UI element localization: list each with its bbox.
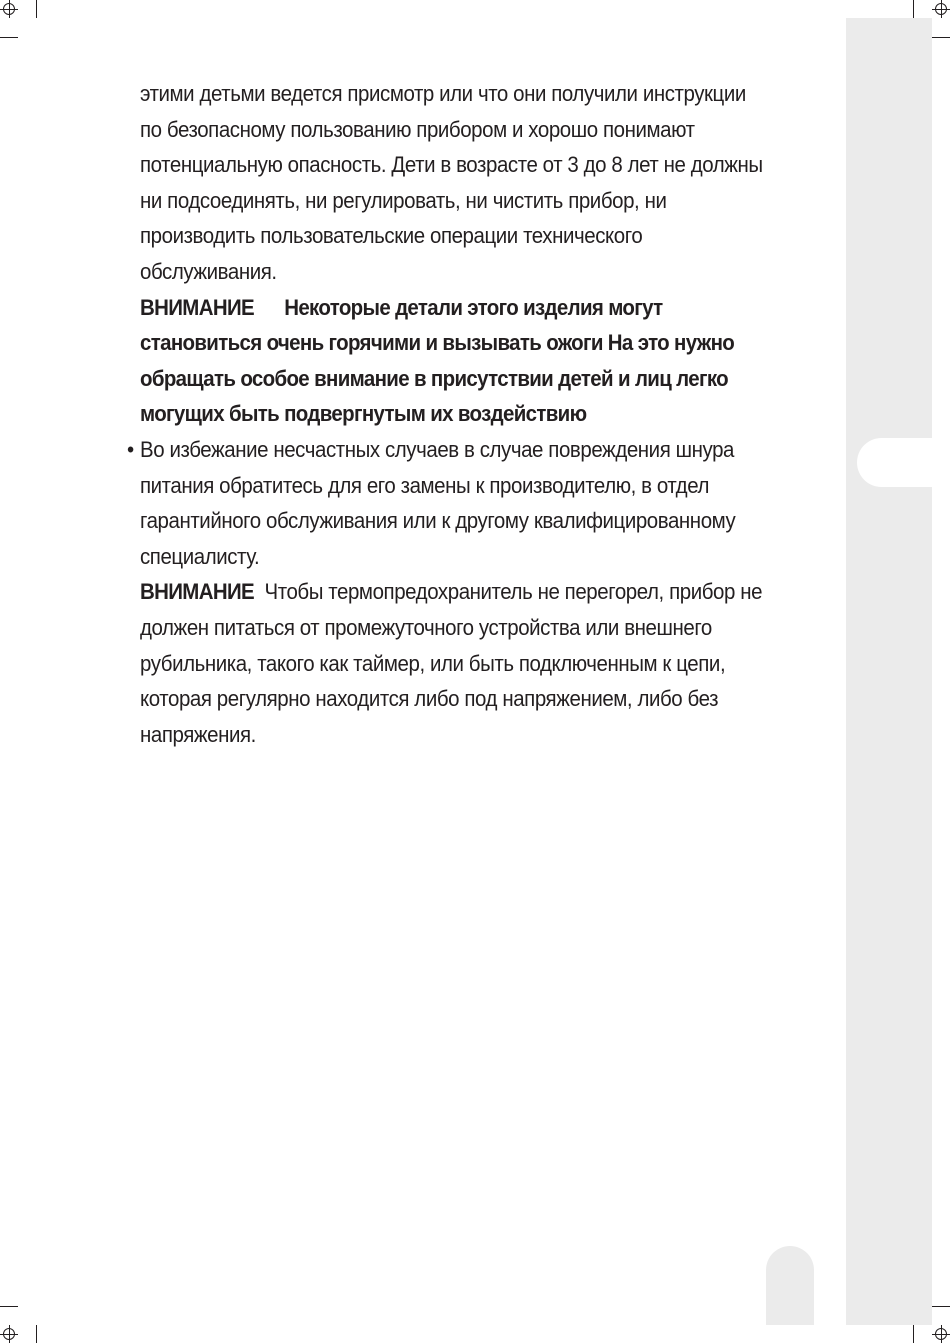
warning-label: ВНИМАНИЕ bbox=[140, 294, 254, 320]
crop-mark-top-left-v bbox=[36, 0, 37, 18]
side-tab-marker bbox=[857, 438, 950, 487]
warning-thermal-fuse bbox=[140, 574, 772, 752]
warning-label: ВНИМАНИЕ bbox=[140, 579, 254, 605]
bullet-icon: • bbox=[126, 436, 134, 462]
crop-mark-top-right-h bbox=[932, 37, 950, 38]
document-body bbox=[126, 76, 772, 752]
crop-mark-bottom-left-v bbox=[36, 1325, 37, 1343]
page-number-tab bbox=[766, 1246, 814, 1325]
registration-mark-icon bbox=[3, 1328, 15, 1340]
registration-mark-icon bbox=[935, 3, 947, 15]
bullet-cord-damage bbox=[126, 432, 772, 574]
warning-text: Чтобы термопредохранитель не перегорел, прибор не должен питаться от промежуточного устройства или внешнего рубильника, такого как таймер, или быть подключенным к цепи, которая регулярно находится либо под напряжением, либо без напряжения. bbox=[140, 579, 763, 747]
warning-text: Некоторые детали этого изделия могут становиться очень горячими и вызывать ожоги На это нужно обращать особое внимание в присутствии детей и лиц легко могущих быть подвергнутым их воздействию bbox=[140, 294, 735, 427]
paragraph-supervision: этими детьми ведется присмотр или что они получили инструкции по безопасному пользованию прибором и хорошо понимают потенциальную опасность. Дети в возрасте от 3 до 8 лет не должны ни подсоединять, ни регулировать, ни чистить прибор, ни производить пользовательские операции технического обслуживания. bbox=[140, 81, 763, 284]
warning-hot-parts bbox=[140, 290, 772, 432]
registration-mark-icon bbox=[935, 1328, 947, 1340]
crop-mark-bottom-right-v bbox=[913, 1325, 914, 1343]
bullet-text: Во избежание несчастных случаев в случае повреждения шнура питания обратитесь для его замены к производителю, в отдел гарантийного обслуживания или к другому квалифицированному специалисту. bbox=[140, 436, 736, 569]
crop-mark-top-right-v bbox=[913, 0, 914, 18]
registration-mark-icon bbox=[3, 3, 15, 15]
crop-mark-top-left-h bbox=[0, 37, 18, 38]
crop-mark-bottom-left-h bbox=[0, 1306, 18, 1307]
crop-mark-bottom-right-h bbox=[932, 1306, 950, 1307]
sidebar-strip bbox=[846, 18, 932, 1325]
